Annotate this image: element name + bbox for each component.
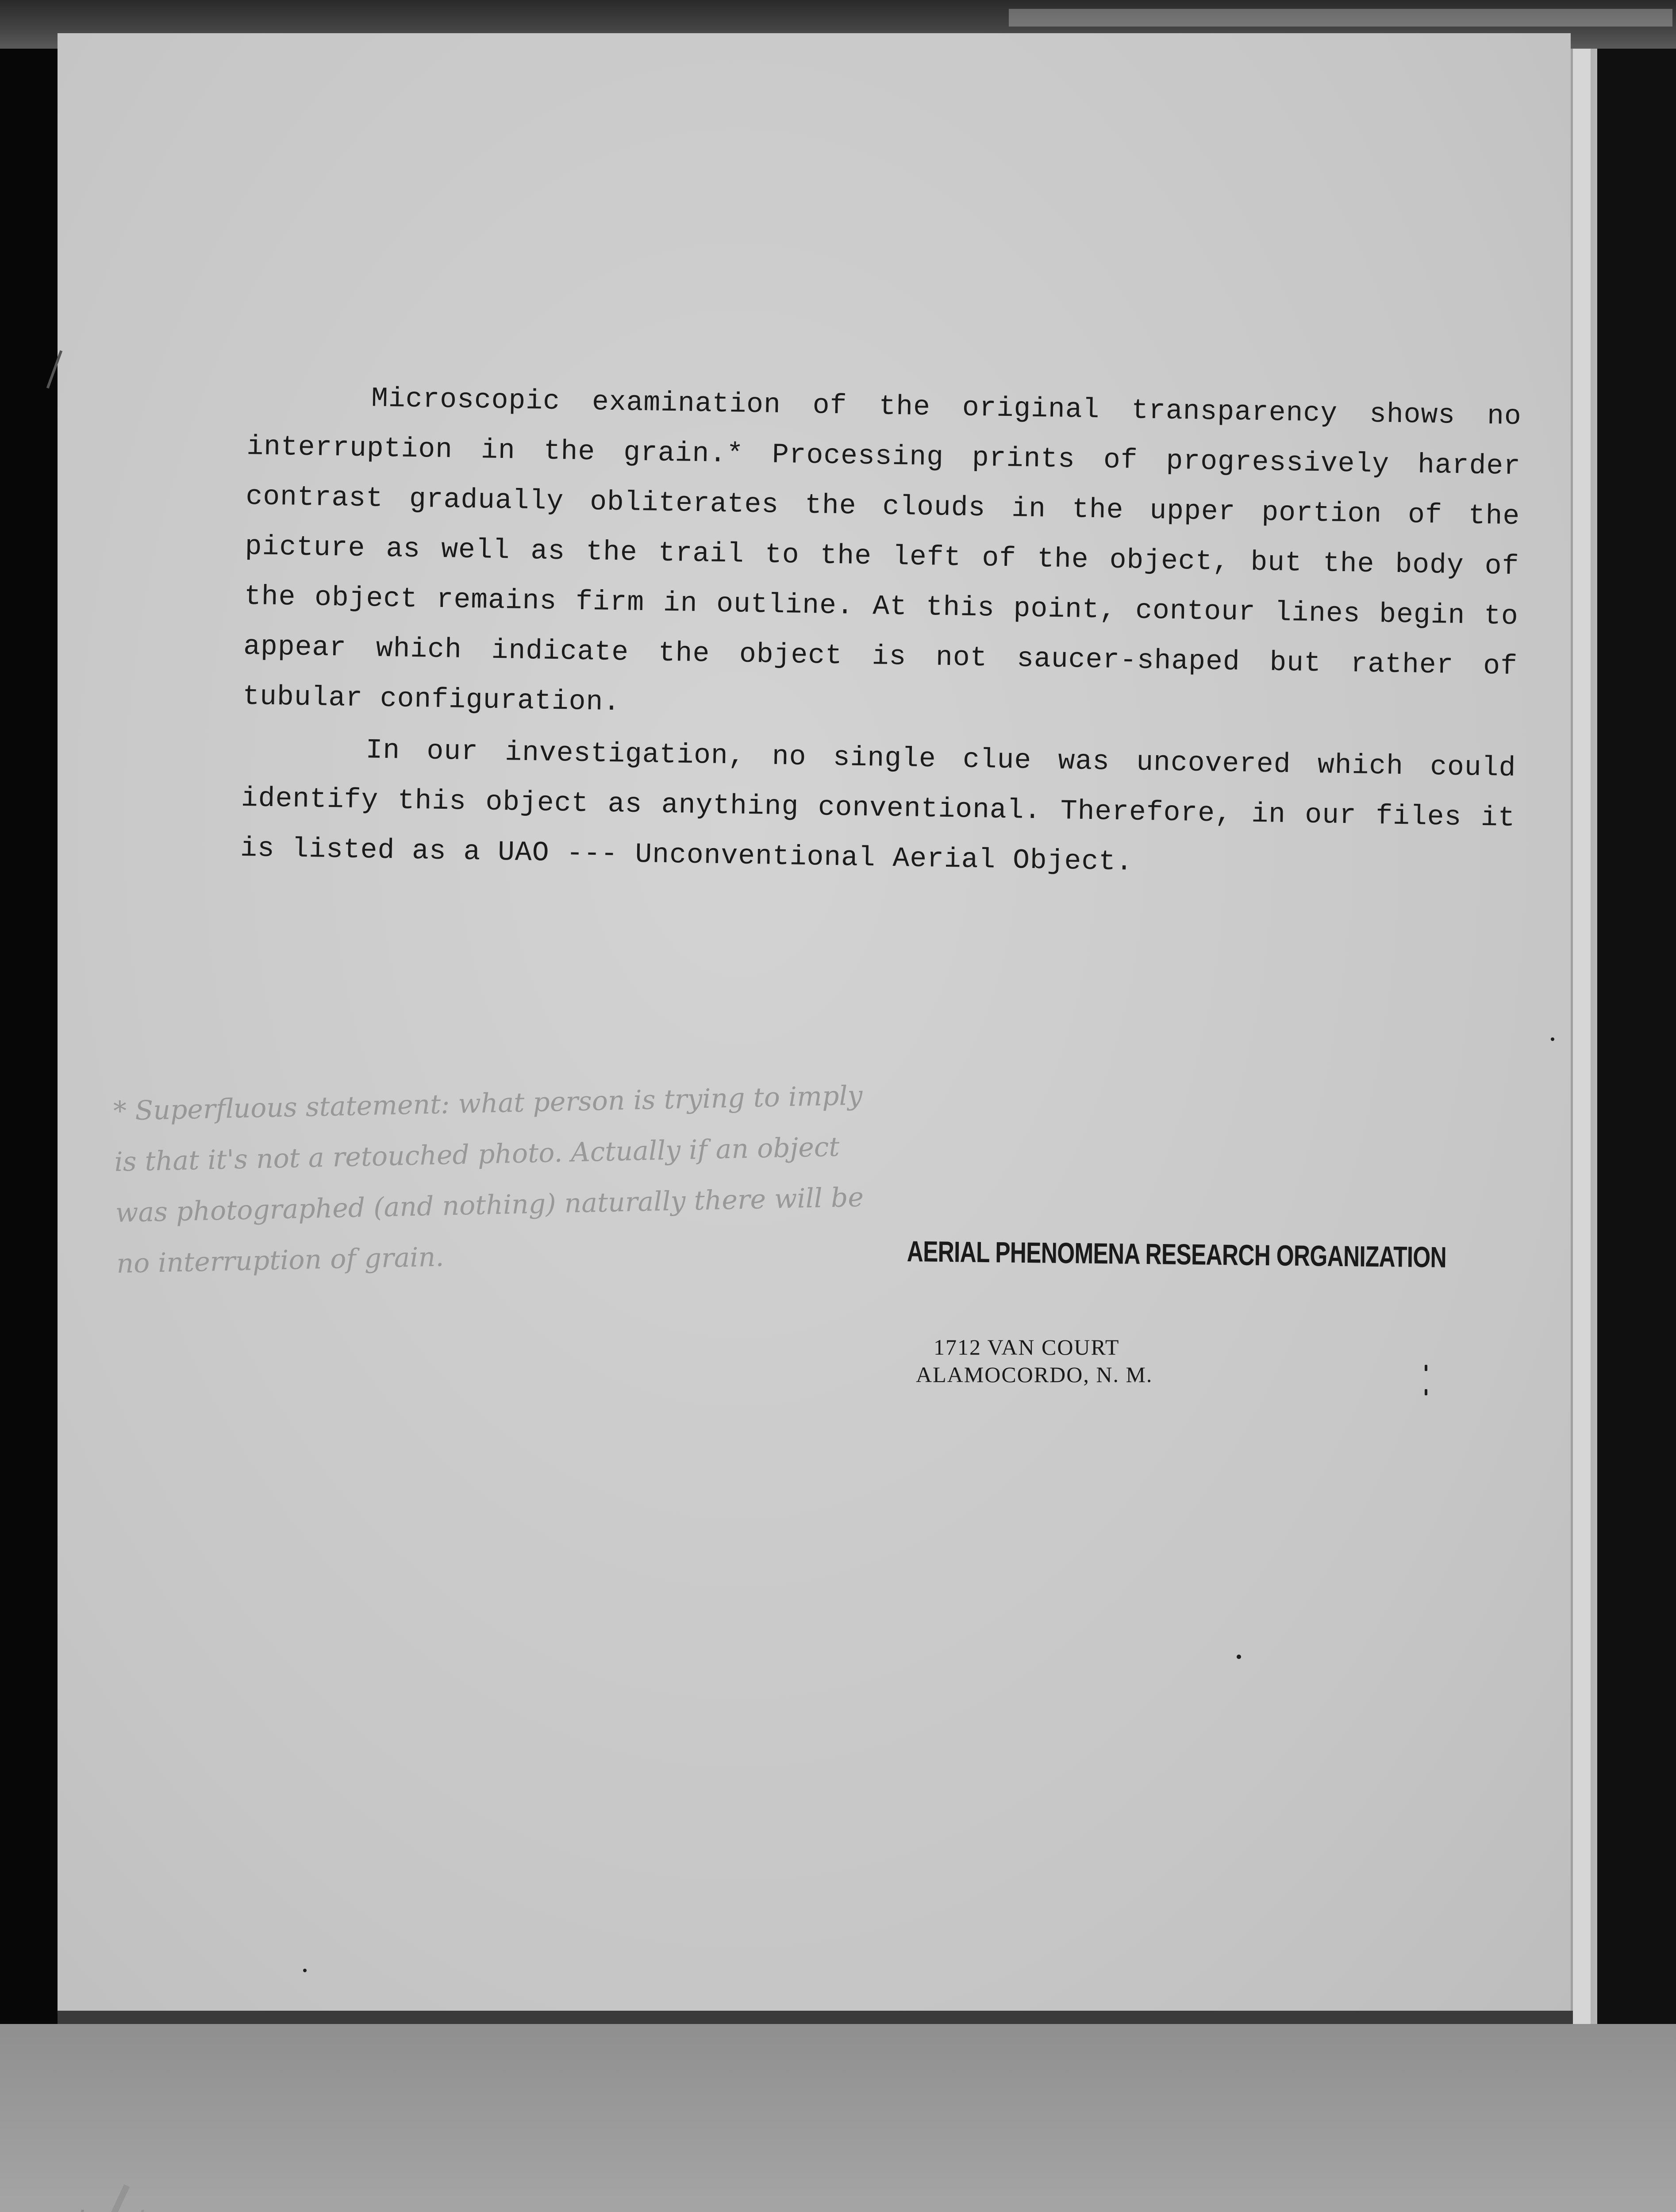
page-right-edge [1573, 49, 1591, 2066]
paper-speck [303, 1969, 307, 1972]
paper-speck [1425, 1365, 1427, 1371]
film-scratch-mark [62, 2185, 130, 2212]
organization-stamp [907, 1234, 1482, 1387]
film-lower-area [0, 2024, 1676, 2212]
film-scratch-mark [60, 2210, 144, 2212]
organization-street: 1712 VAN COURT [934, 1335, 1120, 1359]
film-right-margin [1597, 49, 1676, 2101]
organization-city: ALAMOCORDO, N. M. [916, 1362, 1153, 1387]
paragraph-investigation-conclusion: In our investigation, no single clue was uncovered which could identify this object as anything conventional. Therefore, in our files it is listed as a UAO --- Unconventional Aerial Object. [240, 734, 1516, 878]
page-bottom-edge [58, 2011, 1573, 2024]
film-top-crease [1009, 9, 1672, 27]
paragraph-microscopic-examination: Microscopic examination of the original transparency shows no interruption in the grain.* Processing prints of progressively harder contrast gradually obliterates the clouds in the upper portion of the picture as well as the trail to the left of the object, but the body of the object remains firm in outline. At this point, contour lines begin to appear which indicate the object is not saucer-shaped but rather of tubular configuration. [242, 383, 1522, 718]
organization-name: AERIAL PHENOMENA RESEARCH ORGANIZATION [907, 1235, 1447, 1274]
document-page [58, 33, 1571, 2011]
paper-speck [1551, 1037, 1554, 1041]
handwritten-margin-note: * Superfluous statement: what person is trying to imply is that it's not a retouched photo. Actually if an object was photographed (and nothing) naturally there will be no interruption of grain. [113, 1080, 864, 1279]
paper-speck [1237, 1655, 1241, 1659]
typed-body-text [240, 372, 1522, 893]
paper-speck [1425, 1389, 1427, 1395]
